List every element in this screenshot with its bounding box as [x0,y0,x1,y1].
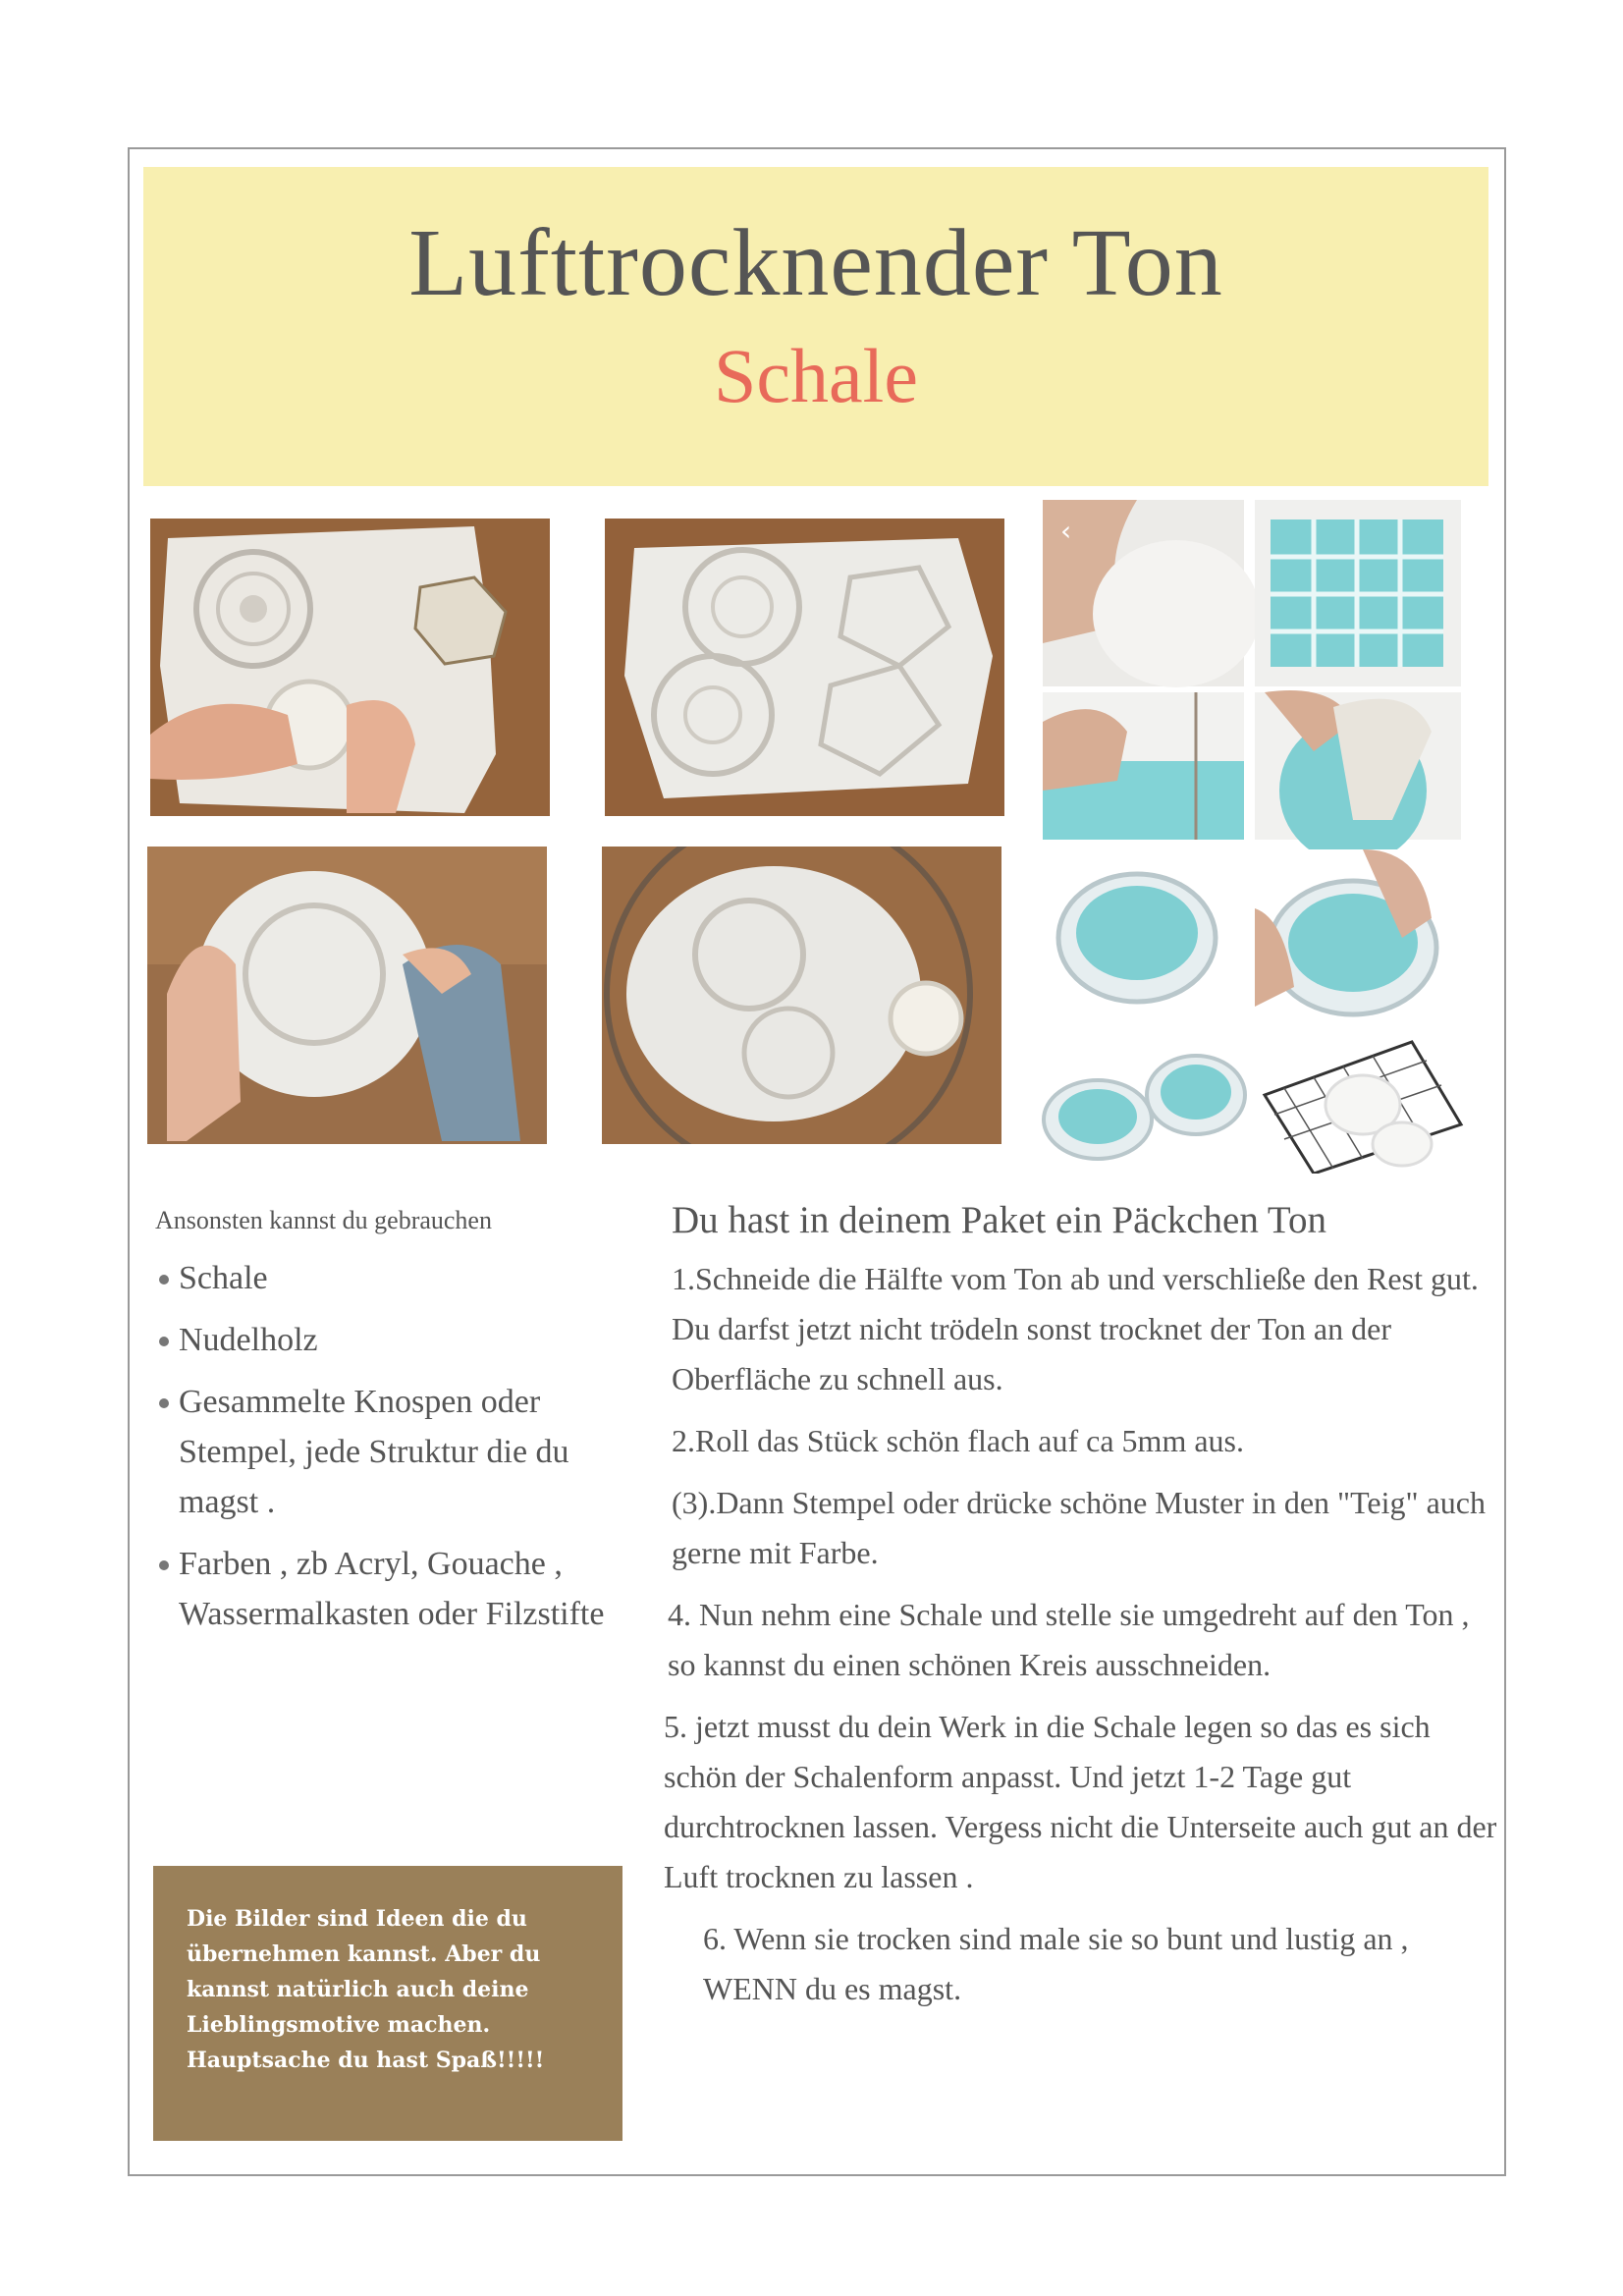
instruction-step-1: 1.Schneide die Hälfte vom Ton ab und verschließe den Rest gut. Du darfst jetzt nicht trödeln sonst trocknet der Ton an der Oberfläche zu schnell aus. [672,1261,1479,1396]
materials-item: Nudelholz [155,1315,626,1365]
photo-collage-steps [1039,496,1471,1174]
title-banner [143,167,1488,486]
instructions-heading: Du hast in deinem Paket ein Päckchen Ton [672,1199,1326,1241]
instruction-step-4: 4. Nun nehm eine Schale und stelle sie umgedreht auf den Ton , so kannst du einen schönen Kreis ausschneiden. [668,1597,1470,1682]
photo-clay-in-bowl [602,847,1001,1144]
instruction-step-2: 2.Roll das Stück schön flach auf ca 5mm aus. [672,1423,1244,1458]
materials-list [155,1253,626,1639]
instruction-step-5: 5. jetzt musst du dein Werk in die Schale legen so das es sich schön der Schalenform anpasst. Und jetzt 1-2 Tage gut durchtrocknen lassen. Vergess nicht die Unterseite auch gut an der Luft trocknen zu lassen . [664,1709,1497,1894]
photo-lace-pattern-slab [605,519,1004,816]
materials-item: Farben , zb Acryl, Gouache , Wassermalkasten oder Filzstifte [155,1539,626,1639]
instruction-step-6: 6. Wenn sie trocken sind male sie so bunt und lustig an , WENN du es magst. [703,1921,1409,2006]
materials-item: Schale [155,1253,626,1303]
instructions-section [664,1198,1498,2026]
back-chevron-icon: ‹ [1060,515,1072,547]
instruction-step-3: (3).Dann Stempel oder drücke schöne Muster in den "Teig" auch gerne mit Farbe. [672,1485,1486,1570]
photo-bowl-shaping [147,847,547,1144]
materials-section [155,1206,626,1651]
note-text: Die Bilder sind Ideen die du übernehmen kannst. Aber du kannst natürlich auch deine Lieblingsmotive machen. Hauptsache du hast Spaß!!!!! [187,1906,545,2073]
materials-heading: Ansonsten kannst du gebrauchen [155,1206,492,1234]
photo-lace-imprint-hands [150,519,550,816]
materials-item: Gesammelte Knospen oder Stempel, jede Struktur die du magst . [155,1377,626,1527]
page-title: Lufttrocknender Ton [408,210,1223,316]
page-subtitle: Schale [714,333,918,418]
note-box [153,1866,622,2141]
